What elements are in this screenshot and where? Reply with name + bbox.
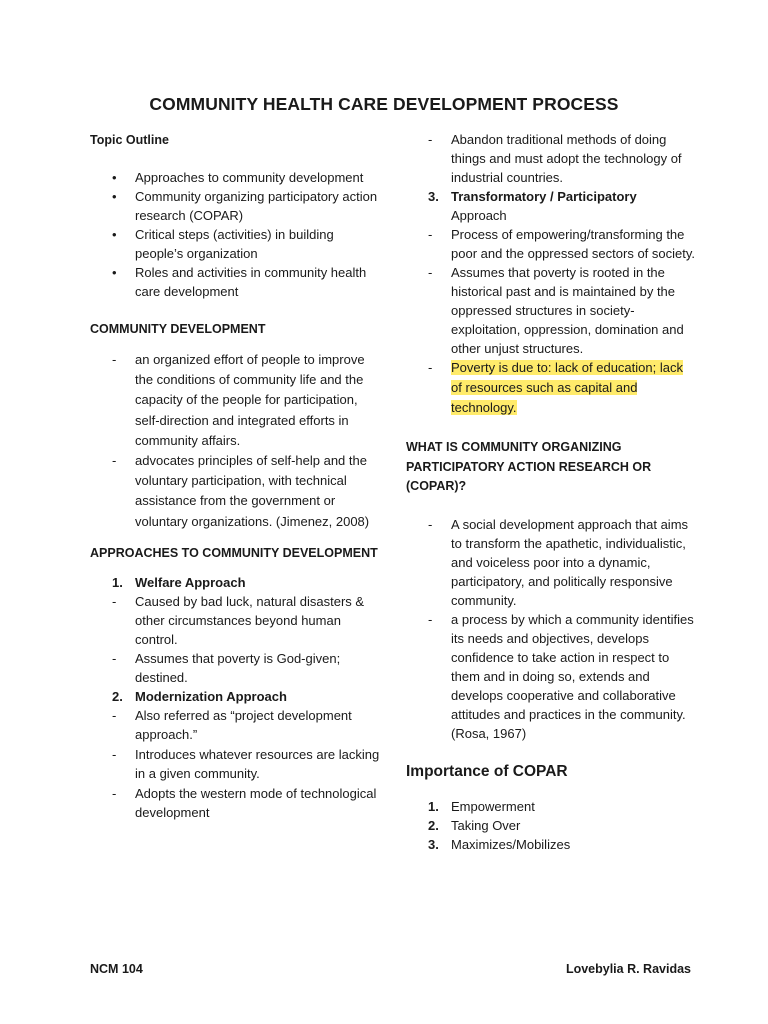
list-item: - Abandon traditional methods of doing things and must adopt the technology of industrial countries. (428, 132, 682, 185)
list-item: - Assumes that poverty is God-given; destined. (112, 650, 341, 685)
list-item: 2. Taking Over (428, 817, 521, 833)
list-item: • Community organizing participatory action research (COPAR) (90, 187, 380, 225)
community-development-list (90, 350, 380, 532)
topic-outline-list (90, 168, 380, 301)
list-item: - Also referred as “project development approach.” (112, 707, 352, 743)
list-item: 3. Maximizes/Mobilizes (428, 836, 571, 852)
list-item: • Critical steps (activities) in building people’s organization (90, 225, 380, 263)
topic-outline-heading: Topic Outline (90, 133, 169, 147)
list-item: - Process of empowering/transforming the poor and the oppressed sectors of society. (428, 227, 696, 261)
modernization-continued-list (406, 130, 696, 187)
left-column (90, 130, 380, 823)
footer-course-code: NCM 104 (90, 962, 143, 976)
highlighted-list-item: - Poverty is due to: lack of education; lack of resources such as capital and technology. (428, 360, 683, 415)
modernization-approach-list (90, 706, 380, 823)
approaches-heading: APPROACHES TO COMMUNITY DEVELOPMENT (90, 545, 378, 560)
transformatory-approach-title: 3. Transformatory / Participatory Approach (428, 189, 637, 223)
list-item: - A social development approach that aims to transform the apathetic, individualistic, and voiceless poor into a dynamic, participatory, and politically responsive community. (428, 516, 689, 608)
footer-author: Lovebylia R. Ravidas (565, 962, 691, 976)
welfare-approach-list (90, 592, 380, 687)
transformatory-approach-list (406, 225, 696, 418)
importance-heading: Importance of COPAR (406, 762, 568, 780)
list-item: - a process by which a community identifies its needs and objectives, develops confidence to take action in respect to them and in doing so, extends and develops cooperative and collaborative attitudes and practices in the community. (Rosa, 1967) (428, 611, 694, 741)
importance-list (406, 797, 696, 854)
list-item: - Caused by bad luck, natural disasters & other circumstances beyond human control. (112, 593, 365, 647)
list-item: - advocates principles of self-help and the voluntary participation, with technical assistance from the government or voluntary organizations. (Jimenez, 2008) (112, 453, 370, 529)
highlighted-text: Poverty is due to: lack of education; lack of resources such as capital and technology. (451, 360, 683, 415)
list-item: - an organized effort of people to improve the conditions of community life and the capacity of the people for participation, self-direction and integrated efforts in community affairs. (112, 352, 365, 448)
list-item: - Adopts the western mode of technological development (112, 785, 377, 821)
welfare-approach-title: 1. Welfare Approach (112, 574, 246, 590)
list-item: - Introduces whatever resources are lacking in a given community. (112, 746, 380, 782)
copar-heading: WHAT IS COMMUNITY ORGANIZING PARTICIPATORY ACTION RESEARCH OR (COPAR)? (406, 440, 652, 493)
list-item: - Assumes that poverty is rooted in the historical past and is maintained by the oppressed structures in society- exploitation, oppression, domination and other unjust structures. (428, 265, 684, 356)
modernization-approach-title: 2. Modernization Approach (112, 688, 287, 704)
list-item: 1. Empowerment (428, 798, 535, 814)
list-item: • Roles and activities in community health care development (90, 263, 380, 301)
copar-definition-list (406, 515, 696, 743)
right-column (406, 130, 696, 854)
list-item: • Approaches to community development (90, 168, 380, 187)
page-title: COMMUNITY HEALTH CARE DEVELOPMENT PROCESS (149, 94, 619, 114)
community-development-heading: COMMUNITY DEVELOPMENT (90, 322, 266, 336)
